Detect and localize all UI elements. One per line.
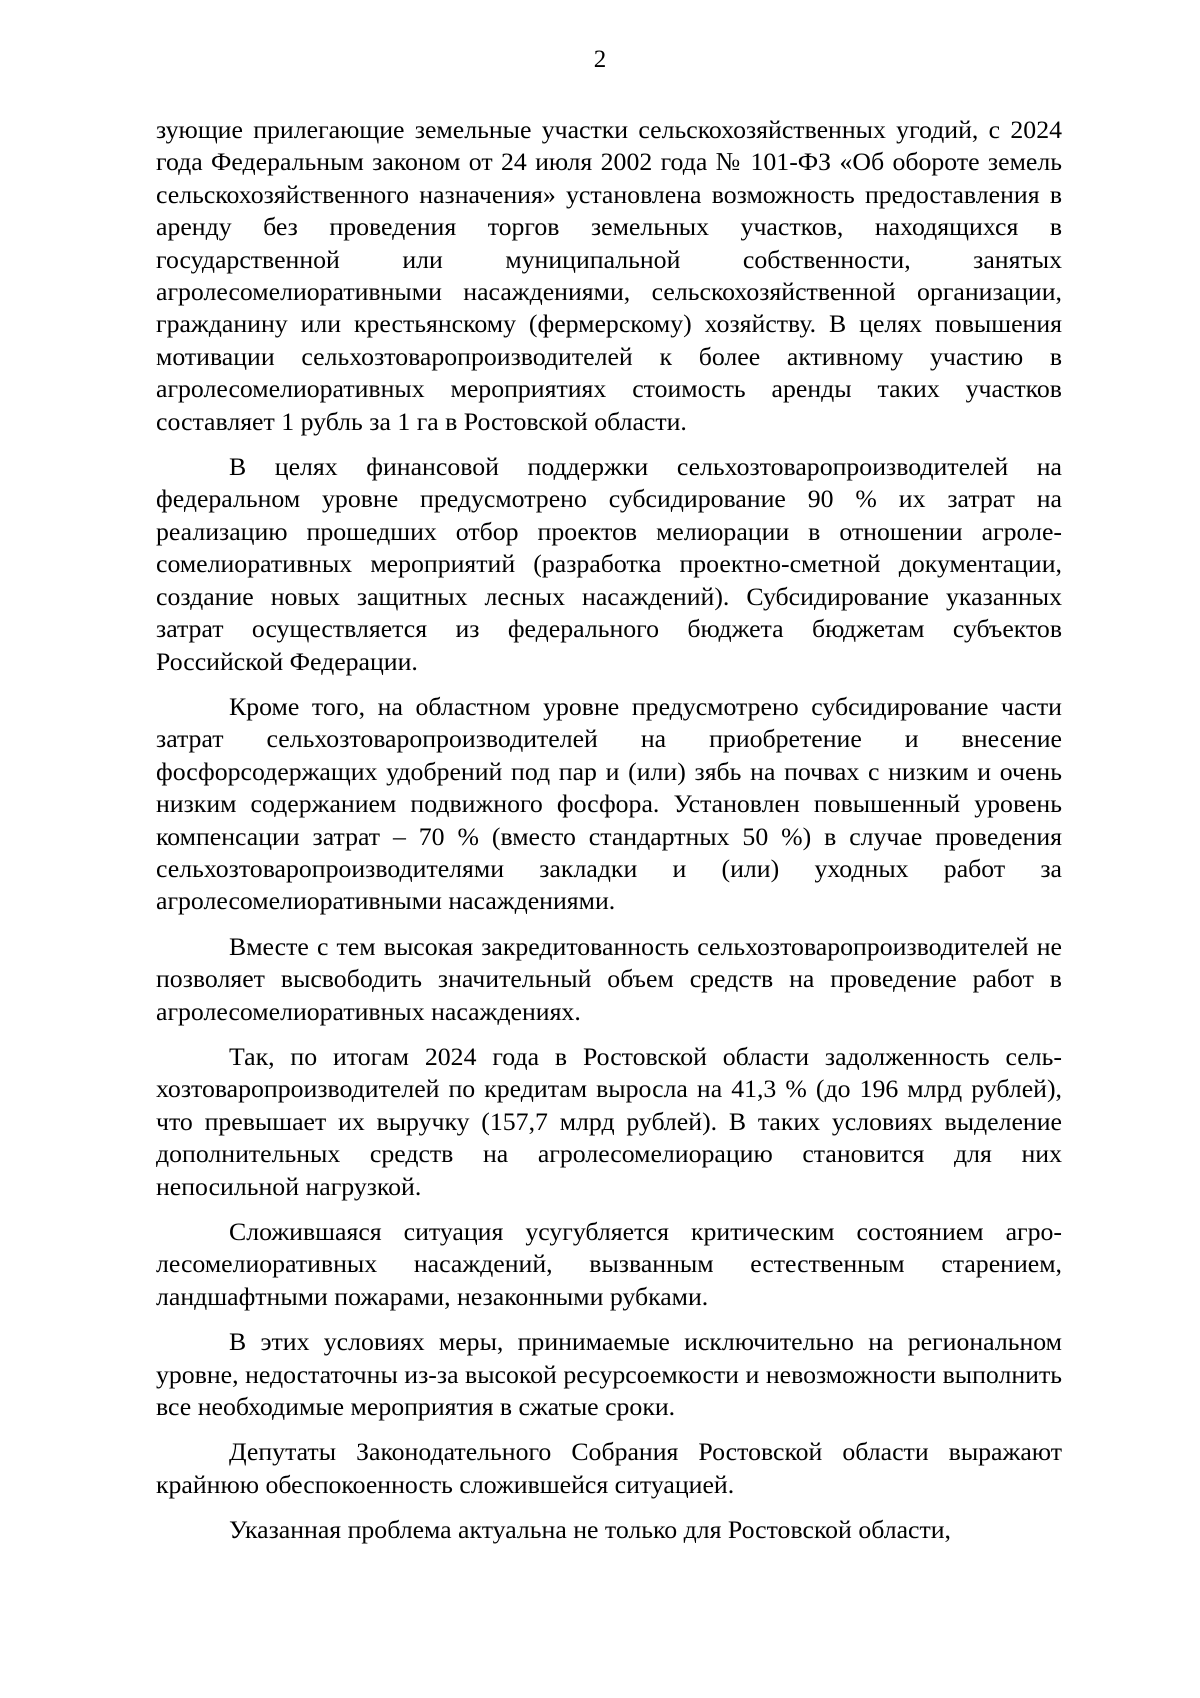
- paragraph-debt-figures: Так, по итогам 2024 года в Ростовской области задолженность сельхозтоваропроизводителей по кредитам выросла на 41,3 % (до 196 млрд рублей), что превышает их выручку (157,7 млрд рублей). В таких условиях выделение дополнительных средств на агролесомелиорацию становится для них непосильной нагрузкой.: [156, 1041, 1062, 1201]
- paragraph-deputies-concern: Депутаты Законодательного Собрания Ростовской области выражают крайнюю обеспокоенность сложившейся ситуацией.: [156, 1437, 1062, 1499]
- paragraph-critical-state: Сложившаяся ситуация усугубляется критическим состоянием агролесомелиоративных насаждений, вызванным естественным старением, ландшафтными пожарами, незаконными рубками.: [156, 1217, 1062, 1311]
- paragraph-federal-subsidy: В целях финансовой поддержки сельхозтоваропроизводителей на федеральном уровне предусмотрено субсидирование 90 % их затрат на реализацию прошедших отбор проектов мелиорации в отношении агролесомелиоративных мероприятий (разработка проектно-сметной документации, создание новых защитных лесных насаждений). Субсидирование указанных затрат осуществляется из федерального бюджета бюджетам субъектов Российской Федерации.: [156, 452, 1062, 676]
- document-body: [156, 114, 1062, 1547]
- paragraph-regional-subsidy: Кроме того, на областном уровне предусмотрено субсидирование части затрат сельхозтоваропроизводителей на приобретение и внесение фосфорсодержащих удобрений под пар и (или) зябь на почвах с низким и очень низким содержанием подвижного фосфора. Установлен повышенный уровень компенсации затрат – 70 % (вместо стандартных 50 %) в случае проведения сельхозтоваропроизводителями закладки и (или) уходных работ за агролесомелиоративными насаждениями.: [156, 691, 1062, 916]
- paragraph-problem-relevance: Указанная проблема актуальна не только для Ростовской области,: [229, 1515, 951, 1545]
- paragraph-credit-burden: Вместе с тем высокая закредитованность сельхозтоваропроизводителей не позволяет высвободить значительный объем средств на проведение работ в агролесомелиоративных насаждениях.: [156, 931, 1062, 1026]
- paragraph-regional-measures: В этих условиях меры, принимаемые исключительно на региональном уровне, недостаточны из-за высокой ресурсоемкости и невозможности выполнить все необходимые мероприятия в сжатые сроки.: [156, 1327, 1062, 1422]
- paragraph-continuation: зующие прилегающие земельные участки сельскохозяйственных угодий, с 2024 года Федеральным законом от 24 июля 2002 года № 101-ФЗ «Об обороте земель сельскохозяйственного назначения» установлена возможность предоставления в аренду без проведения торгов земельных участков, находящихся в государственной или муниципальной собственности, занятых агролесомелиоративными насаждениями, сельскохозяйственной организации, гражданину или крестьянскому (фермерскому) хозяйству. В целях повышения мотивации сельхозтоваропроизводителей к более активному участию в агролесомелиоративных мероприятиях стоимость аренды таких участков составляет 1 рубль за 1 га в Ростовской области.: [156, 115, 1062, 436]
- page-number: 2: [593, 46, 607, 73]
